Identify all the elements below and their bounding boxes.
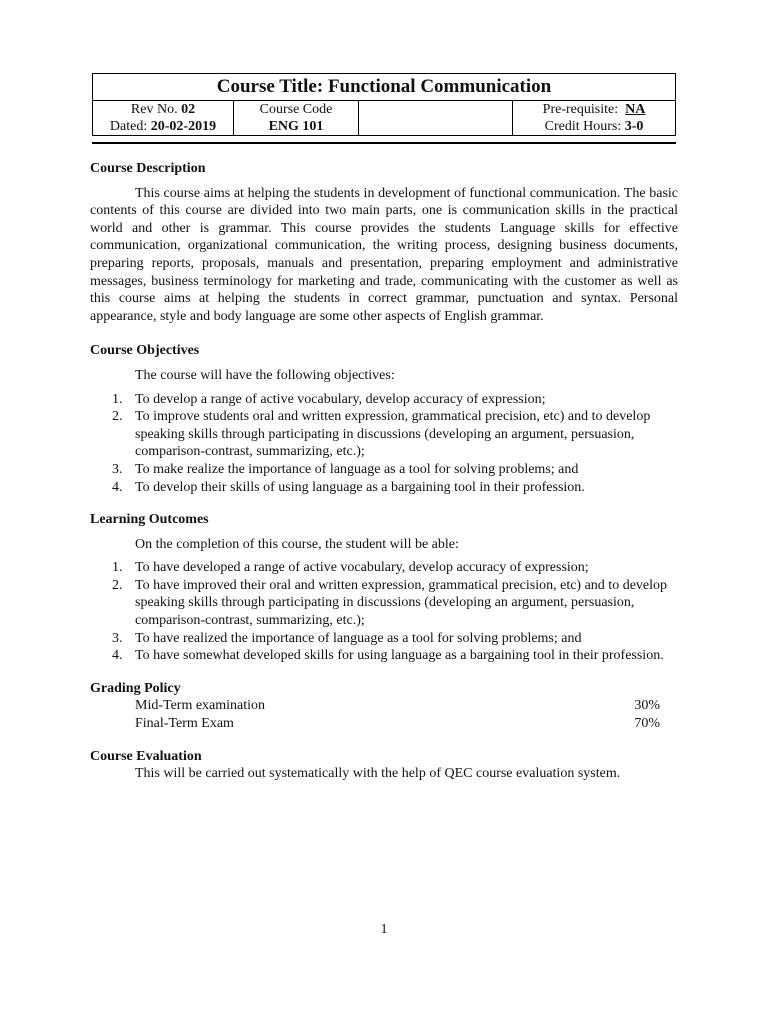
rev-line [93,101,233,118]
list-item [90,479,678,497]
prereq-value: NA [625,102,646,117]
list-item [90,577,678,630]
empty-cell [359,101,513,136]
item-number: 4. [112,479,123,495]
item-text: To have realized the importance of language as a tool for solving problems; and [135,630,582,646]
page-number: 1 [380,922,388,937]
dated-line [93,118,233,135]
objectives-list [90,391,678,497]
grading-value: 30% [634,698,660,714]
item-number: 1. [112,391,123,407]
description-text: This course aims at helping the students in development of functional communication. The basic contents of this course are divided into two main parts, one is communication skills in the practical world and other is grammar. This course provides the students Language skills for effective communication, organizational communication, the writing process, designing business documents, preparing reports, proposals, manuals and presentation, preparing employment and administrative messages, business terminology for marketing and trade, communicating with the customer as well as this course aims at helping the students in correct grammar, punctuation and syntax. Personal appearance, style and body language are some other aspects of English grammar. [90,185,678,324]
item-number: 4. [112,648,123,664]
objectives-heading: Course Objectives [90,343,200,359]
item-number: 3. [112,461,123,477]
item-text: To have developed a range of active vocabulary, develop accuracy of expression; [135,560,589,576]
list-item [90,391,678,409]
grading-label: Mid-Term examination [135,698,266,714]
list-item [90,647,678,665]
grading-value: 70% [634,716,660,732]
document-body [90,160,678,783]
course-header-table [92,73,676,136]
description-heading: Course Description [90,161,206,176]
credit-line [513,118,675,135]
outcomes-intro: On the completion of this course, the student will be able: [135,536,459,552]
list-item [90,559,678,577]
item-text: To develop their skills of using language as a bargaining tool in their profession. [135,479,585,495]
course-code-value: ENG 101 [268,119,324,134]
header-rule [92,142,676,144]
list-item [90,630,678,648]
rev-value: 02 [181,102,196,117]
item-text: To have improved their oral and written expression, grammatical precision, etc) and to develop speaking skills through participating in discussions (developing an argument, persuasion, comparison-contrast, summarizing, etc.); [135,577,668,629]
prereq-label: Pre-requisite: [542,102,619,117]
course-code-cell [234,101,359,136]
rev-label: Rev No. [130,102,178,117]
grading-label: Final-Term Exam [135,716,234,732]
list-item [90,461,678,479]
grading-heading: Grading Policy [90,680,181,696]
item-text: To develop a range of active vocabulary, develop accuracy of expression; [135,391,546,407]
prereq-line [513,101,675,118]
outcomes-list [90,559,678,665]
dated-value: 20-02-2019 [150,119,217,134]
prereq-cell [513,101,676,136]
evaluation-heading: Course Evaluation [90,748,202,764]
item-number: 2. [112,409,123,425]
evaluation-text: This will be carried out systematically with the help of QEC course evaluation system. [135,766,621,782]
grading-row-midterm [90,697,678,715]
dated-label: Dated: [109,119,148,134]
course-title: Course Title: Functional Communication [93,74,676,101]
item-number: 3. [112,630,123,646]
credit-value: 3-0 [624,119,644,134]
outcomes-heading: Learning Outcomes [90,512,209,528]
credit-label: Credit Hours: [544,119,622,134]
item-number: 2. [112,577,123,593]
grading-row-final [90,715,678,733]
item-text: To have somewhat developed skills for using language as a bargaining tool in their profession. [135,648,664,664]
item-number: 1. [112,560,123,576]
list-item [90,408,678,461]
course-code-label: Course Code [259,102,333,117]
item-text: To improve students oral and written expression, grammatical precision, etc) and to develop speaking skills through participating in discussions (developing an argument, persuasion, comparison-contrast, summarizing, etc.); [135,409,651,460]
revision-cell [93,101,234,136]
item-text: To make realize the importance of language as a tool for solving problems; and [135,461,579,477]
objectives-intro: The course will have the following objectives: [135,367,395,383]
